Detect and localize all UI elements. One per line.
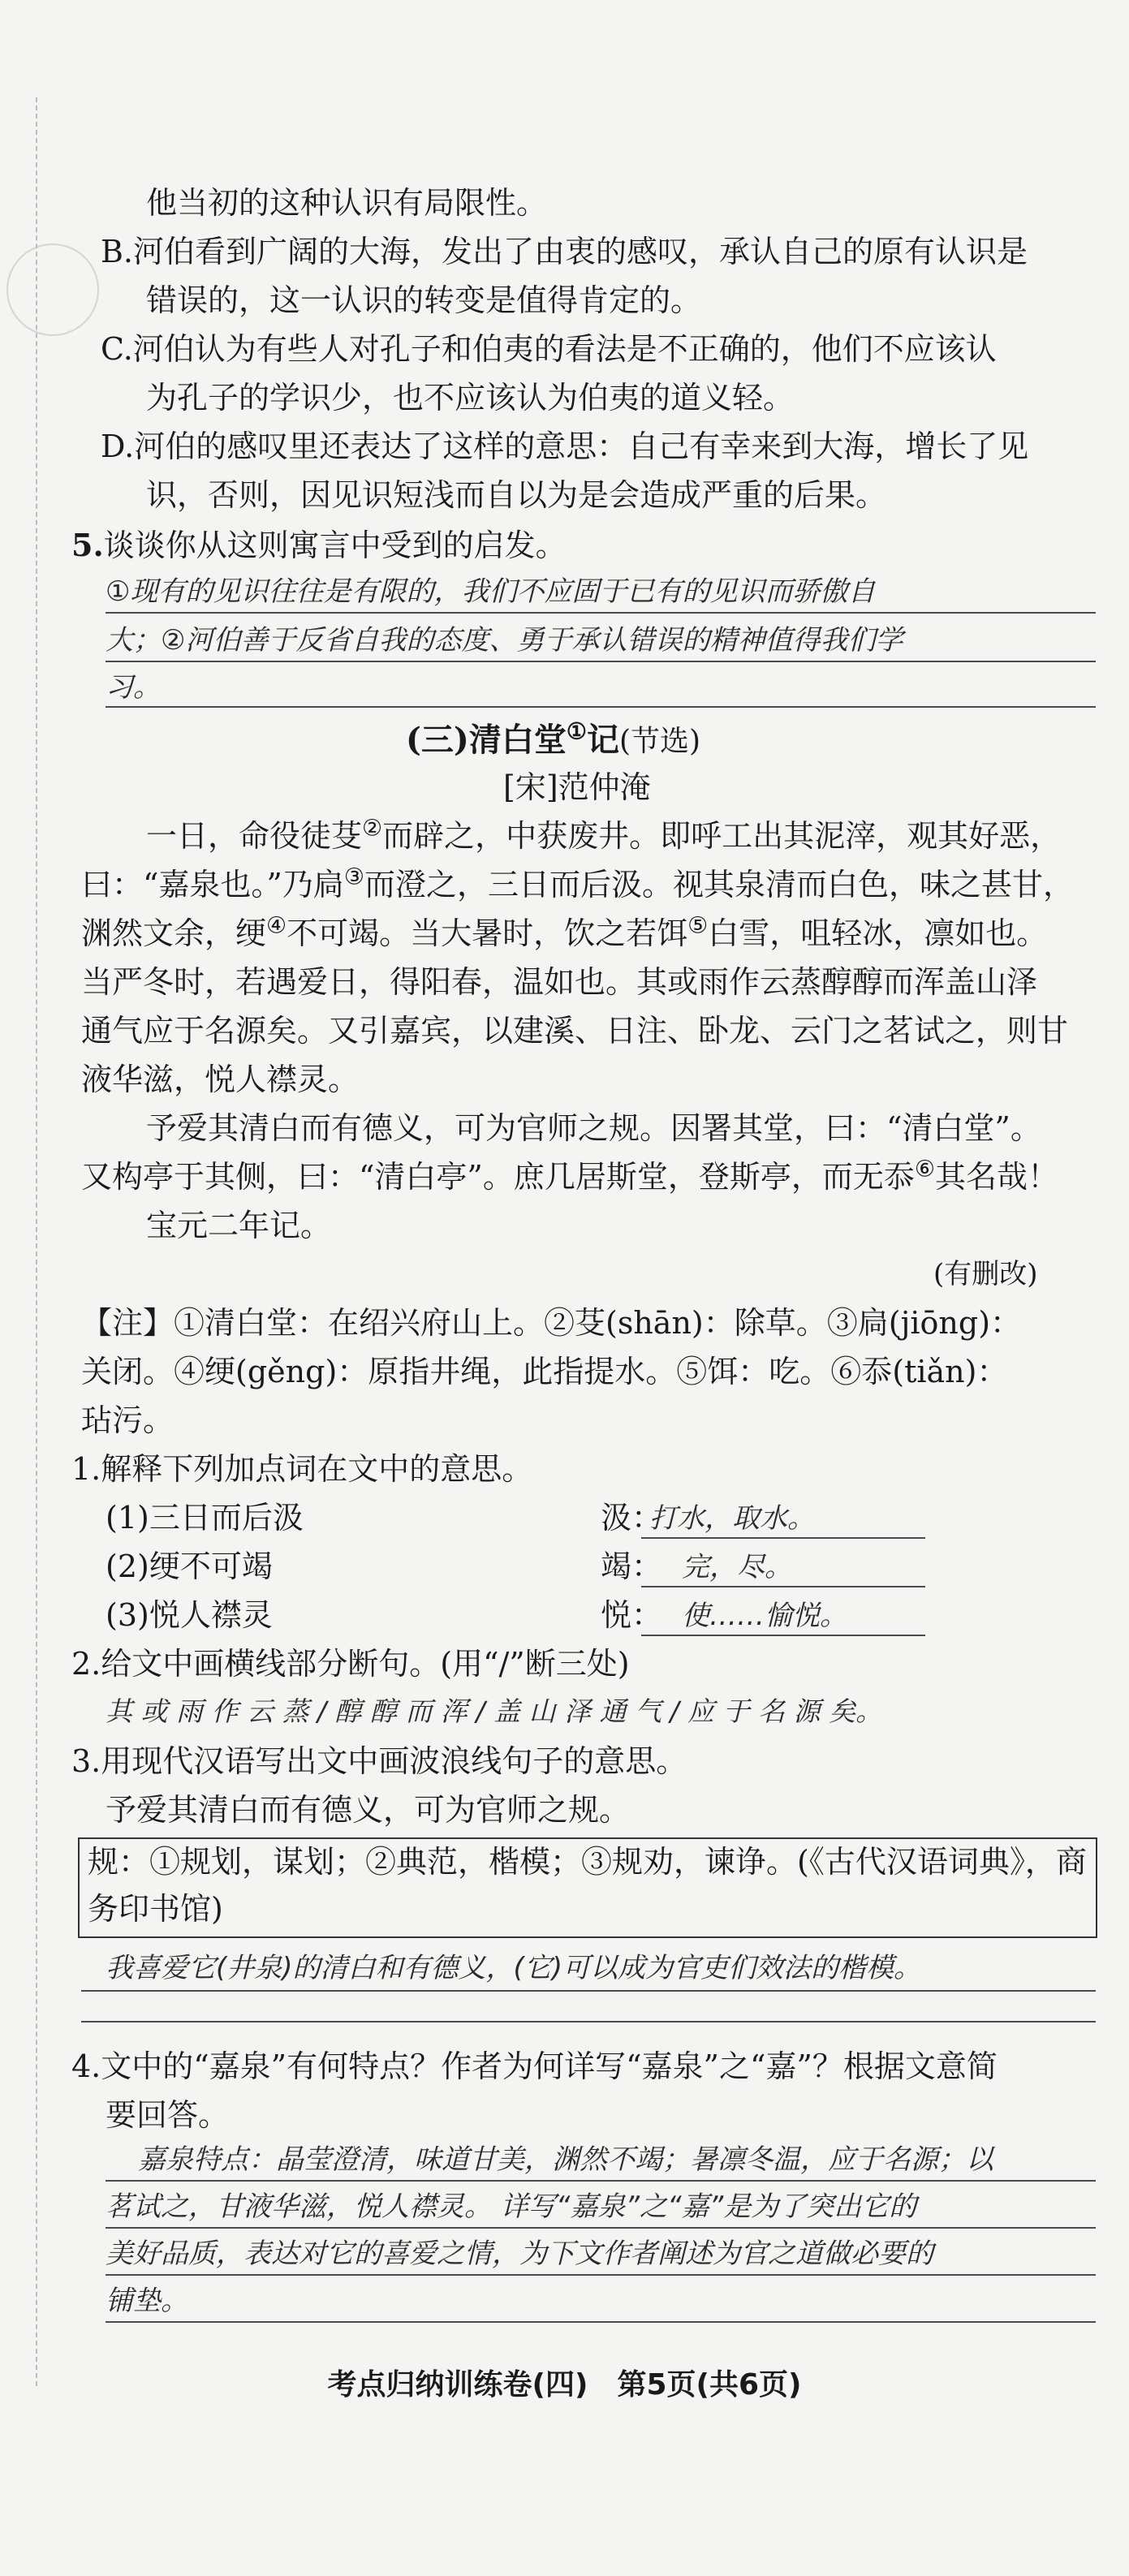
title-note: (节选) <box>618 725 701 758</box>
answer-underline <box>81 1990 1096 1992</box>
s3q2-answer: 其 或 雨 作 云 蒸 / 醇 醇 而 浑 / 盖 山 泽 通 气 / 应 于 名 源 矣。 <box>106 1695 883 1727</box>
author-line: [宋]范仲淹 <box>503 769 651 805</box>
footnote-mark: ④ <box>266 911 287 939</box>
s3q1-item3-phrase: (3)悦人襟灵 <box>106 1597 273 1633</box>
para1-line1 <box>146 812 1061 860</box>
para2-line2 <box>81 1152 1058 1201</box>
s3q1-item2-word: 竭： <box>601 1549 663 1584</box>
s3q4-answer-line4: 铺垫。 <box>106 2285 188 2317</box>
page-footer: 考点归纳训练卷(四) 第5页(共6页) <box>327 2368 802 2402</box>
notes-line1: 【注】①清白堂：在绍兴府山上。②芟(shān)：除草。③扃(jiōng)： <box>81 1305 1022 1341</box>
answer-underline <box>106 661 1096 662</box>
option-b-line1: B.河伯看到广阔的大海，发出了由衷的感叹，承认自己的原有认识是 <box>101 234 1028 269</box>
s3q3-sentence: 予爱其清白而有德义，可为官师之规。 <box>106 1792 631 1828</box>
q5-answer-line3: 习。 <box>106 671 161 704</box>
answer-underline <box>106 2274 1096 2276</box>
footnote-mark: ② <box>362 814 383 842</box>
para2-line1: 予爱其清白而有德义，可为官师之规。因署其堂，曰：“清白堂”。 <box>146 1110 1041 1146</box>
para1-line2 <box>81 860 1074 909</box>
option-c-line1: C.河伯认为有些人对孔子和伯夷的看法是不正确的，他们不应该认 <box>101 331 997 367</box>
text-run: 不可竭。当大暑时，饮之若饵 <box>287 915 688 951</box>
text-run: 而澄之，三日而后汲。视其泉清而白色，味之甚甘， <box>364 867 1074 902</box>
s3q1-item1-phrase: (1)三日而后汲 <box>106 1500 304 1536</box>
option-d-line1: D.河伯的感叹里还表达了这样的意思：自己有幸来到大海，增长了见 <box>101 429 1029 464</box>
title-main: (三)清白堂 <box>406 721 567 759</box>
s3q4-answer-line1: 嘉泉特点：晶莹澄清，味道甘美，渊然不竭；暑凛冬温，应于名源；以 <box>138 2143 993 2176</box>
stamp-mark <box>6 243 99 336</box>
q5-text: 谈谈你从这则寓言中受到的启发。 <box>103 528 567 563</box>
s3q3-answer: 我喜爱它(井泉)的清白和有德义，(它)可以成为官吏们效法的楷模。 <box>106 1952 922 1984</box>
answer-underline <box>641 1635 925 1636</box>
footnote-mark: ③ <box>343 863 364 890</box>
answer-underline <box>106 706 1096 708</box>
section3-title <box>406 714 700 760</box>
s3q1-item2-answer: 完，尽。 <box>682 1551 792 1583</box>
binding-line <box>36 97 37 2386</box>
text-run: 而辟之，中获废井。即呼工出其泥滓，观其好恶， <box>382 818 1062 854</box>
para3: 宝元二年记。 <box>146 1208 332 1243</box>
s3q1-item1-word: 汲： <box>601 1500 663 1536</box>
answer-underline <box>106 612 1096 614</box>
para1-line6: 液华滋，悦人襟灵。 <box>81 1062 360 1097</box>
answer-underline <box>641 1537 925 1539</box>
footnote-mark: ⑥ <box>914 1155 935 1182</box>
source-note: (有删改) <box>933 1258 1038 1290</box>
q5-answer-line1: ①现有的见识往往是有限的，我们不应固于已有的见识而骄傲自 <box>106 575 876 608</box>
title-end: 记 <box>586 721 619 759</box>
s3q3-question: 3.用现代汉语写出文中画波浪线句子的意思。 <box>71 1743 687 1779</box>
text-run: 其名哉！ <box>934 1159 1058 1195</box>
notes-line2: 关闭。④绠(gěng)：原指井绳，此指提水。⑤饵：吃。⑥忝(tiǎn)： <box>81 1354 1008 1389</box>
option-b-line2: 错误的，这一认识的转变是值得肯定的。 <box>146 282 702 318</box>
para1-line3 <box>81 909 1047 958</box>
answer-underline <box>106 2180 1096 2182</box>
option-d-line2: 识，否则，因见识短浅而自以为是会造成严重的后果。 <box>146 477 887 513</box>
definition-line2: 务印书馆) <box>88 1891 223 1927</box>
s3q1-item3-answer: 使……愉悦。 <box>682 1600 847 1632</box>
s3q2-question: 2.给文中画横线部分断句。(用“/”断三处) <box>71 1646 630 1682</box>
answer-underline <box>81 2021 1096 2022</box>
para1-line5: 通气应于名源矣。又引嘉宾，以建溪、日注、卧龙、云门之茗试之，则甘 <box>81 1013 1069 1049</box>
s3q1-item2-phrase: (2)绠不可竭 <box>106 1549 273 1584</box>
footnote-mark: ⑤ <box>687 911 709 939</box>
q5-number: 5. <box>71 527 104 563</box>
title-footnote-mark: ① <box>566 717 587 745</box>
answer-underline <box>106 2227 1096 2229</box>
s3q4-answer-line3: 美好品质，表达对它的喜爱之情，为下文作者阐述为官之道做必要的 <box>106 2238 933 2270</box>
answer-underline <box>106 2321 1096 2323</box>
option-c-line2: 为孔子的学识少，也不应该认为伯夷的道义轻。 <box>146 380 795 416</box>
text-run: 渊然文余，绠 <box>81 915 267 951</box>
definition-box <box>78 1837 1097 1938</box>
option-a-continued: 他当初的这种认识有局限性。 <box>146 185 548 221</box>
s3q4-question-line1: 4.文中的“嘉泉”有何特点？作者为何详写“嘉泉”之“嘉”？根据文意简 <box>71 2048 998 2084</box>
notes-line3: 玷污。 <box>81 1402 175 1438</box>
s3q1-item1-answer: 打水，取水。 <box>649 1502 815 1535</box>
s3q1-item3-word: 悦： <box>601 1597 663 1633</box>
s3q4-question-line2: 要回答。 <box>106 2097 230 2133</box>
text-run: 一日，命役徒芟 <box>146 818 363 854</box>
text-run: 又构亭于其侧，曰：“清白亭”。庶几居斯堂，登斯亭，而无忝 <box>81 1159 915 1195</box>
s3q4-answer-line2: 茗试之，甘液华滋，悦人襟灵。 详写“嘉泉”之“嘉”是为了突出它的 <box>106 2190 917 2223</box>
para1-line4: 当严冬时，若遇爱日，得阳春，温如也。其或雨作云蒸醇醇而浑盖山泽 <box>81 964 1038 1000</box>
answer-underline <box>641 1586 925 1587</box>
text-run: 白雪，咀轻冰，凛如也。 <box>708 915 1048 951</box>
text-run: 曰：“嘉泉也。”乃扃 <box>81 867 344 902</box>
q5-answer-line2: 大；②河伯善于反省自我的态度、勇于承认错误的精神值得我们学 <box>106 624 903 657</box>
s3q1-question: 1.解释下列加点词在文中的意思。 <box>71 1451 533 1487</box>
definition-line1: 规：①规划，谋划；②典范，楷模；③规劝，谏诤。(《古代汉语词典》，商 <box>88 1844 1087 1880</box>
q5-question <box>71 521 567 570</box>
